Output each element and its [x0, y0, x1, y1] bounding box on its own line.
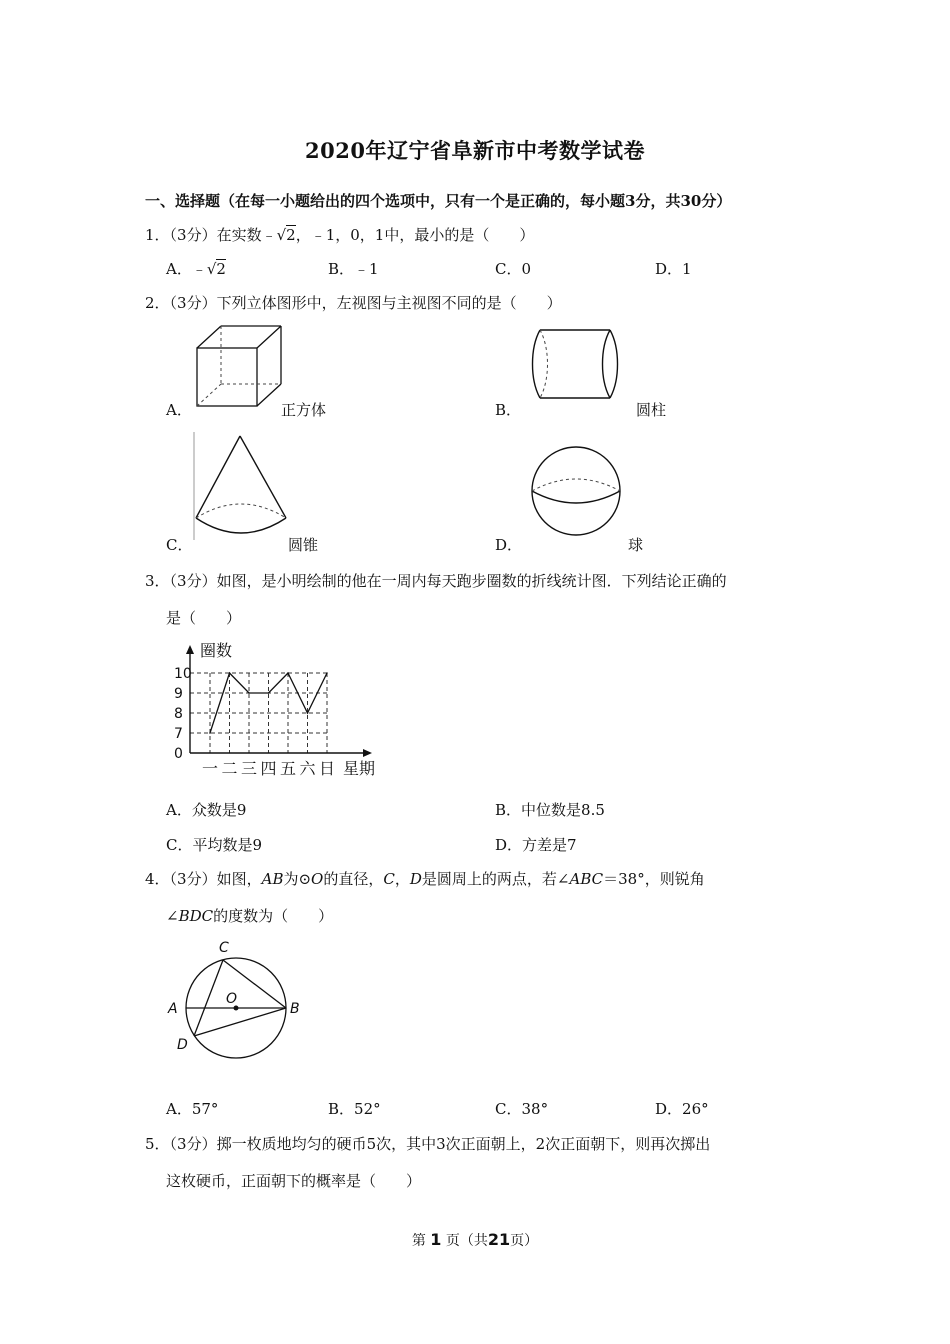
- y-tick-label: 9: [174, 686, 183, 702]
- footer-middle: 页（共: [445, 1233, 488, 1249]
- run-laps-line-chart: [160, 638, 390, 783]
- q4-angle-sign: ∠: [166, 907, 179, 925]
- q3-option-a-label: A．: [166, 801, 192, 819]
- footer-prefix: 第: [411, 1233, 426, 1249]
- q3-option-b[interactable]: [495, 799, 605, 820]
- x-tick-label: 一: [202, 759, 219, 778]
- q4-text-line2: [166, 905, 333, 926]
- sphere-figure: [530, 445, 622, 537]
- q4-option-b-label: B．: [328, 1100, 355, 1118]
- q4-option-a-label: A．: [166, 1100, 192, 1118]
- data-point: [326, 672, 328, 674]
- sqrt-symbol: √: [276, 226, 287, 244]
- q4-l2b: 的度数为（ ）: [213, 907, 334, 925]
- q4-option-a-text: 57°: [191, 1100, 219, 1118]
- question-3: [145, 570, 727, 591]
- data-point: [209, 732, 211, 734]
- q3-option-c-text: 平均数是9: [192, 836, 263, 854]
- q2-text: 下列立体图形中，左视图与主视图不同的是（ ）: [216, 294, 562, 312]
- q5-text: 掷一枚质地均匀的硬币5次，其中3次正面朝上，2次正面朝下，则再次掷出: [216, 1135, 711, 1153]
- q3-option-d[interactable]: [495, 834, 577, 855]
- section-heading: 一、选择题（在每一小题给出的四个选项中，只有一个是正确的，每小题3分，共30分）: [145, 192, 732, 210]
- x-tick-label: 日: [319, 759, 336, 778]
- page-title: 2020年辽宁省阜新市中考数学试卷: [305, 138, 645, 163]
- q1-number: 1．: [145, 226, 170, 244]
- y-tick-label: 8: [174, 706, 183, 722]
- q4-option-d-label: D．: [655, 1100, 683, 1118]
- point-a-label: A: [168, 1001, 178, 1017]
- question-4: [145, 868, 705, 889]
- q4-option-a[interactable]: [166, 1098, 218, 1119]
- x-tick-label: 六: [299, 759, 316, 778]
- q3-option-a-text: 众数是9: [191, 801, 247, 819]
- question-2: [145, 292, 562, 313]
- cylinder-figure: [530, 328, 630, 402]
- q1-option-d[interactable]: [655, 258, 692, 279]
- q1-option-b[interactable]: [328, 258, 379, 279]
- q2-caption-d: 球: [628, 536, 644, 554]
- q2-number: 2．: [145, 294, 170, 312]
- q3-option-c[interactable]: [166, 834, 262, 855]
- point-d-label: D: [177, 1037, 188, 1053]
- q3-text-line2: 是（ ）: [166, 609, 242, 627]
- q4-option-b[interactable]: [328, 1098, 381, 1119]
- q2-option-b[interactable]: [495, 399, 521, 420]
- q2-caption-a: 正方体: [281, 401, 327, 419]
- q1-option-a-sqrt: 2: [216, 260, 226, 278]
- q2-option-c-label: C．: [166, 536, 193, 554]
- q3-option-d-text: 方差是7: [522, 836, 577, 854]
- question-1: [145, 224, 534, 245]
- q1-option-a-label: A．: [166, 260, 192, 278]
- q4-option-c-text: 38°: [521, 1100, 549, 1118]
- x-axis-arrow: [363, 749, 372, 757]
- y-tick-label: 10: [174, 666, 192, 682]
- q1-text-b: ，﹣1，0，1中，最小的是（ ）: [295, 226, 535, 244]
- q4-option-d-text: 26°: [682, 1100, 709, 1118]
- q2-option-d-label: D．: [495, 536, 523, 554]
- q3-text: 如图，是小明绘制的他在一周内每天跑步圈数的折线统计图．下列结论正确的: [216, 572, 727, 590]
- q1-option-a[interactable]: [166, 258, 226, 279]
- q5-number: 5．: [145, 1135, 170, 1153]
- q1-option-c[interactable]: [495, 258, 531, 279]
- q4-number: 4．: [145, 870, 170, 888]
- q4-d: D: [409, 870, 422, 888]
- q2-option-a[interactable]: [166, 399, 192, 420]
- q4-option-b-text: 52°: [354, 1100, 381, 1118]
- cube-figure: [195, 324, 285, 410]
- data-point: [229, 672, 231, 674]
- q4-t2: 为⊙: [283, 870, 312, 888]
- q4-abc: ABC: [569, 870, 604, 888]
- q3-option-b-text: 中位数是8.5: [521, 801, 605, 819]
- q4-score: （3分）: [169, 870, 217, 888]
- y-tick-label: 0: [174, 746, 183, 762]
- y-axis-label: 圈数: [200, 641, 233, 660]
- q1-option-d-label: D．: [655, 260, 683, 278]
- data-point: [307, 712, 309, 714]
- q4-t3: 的直径，: [323, 870, 384, 888]
- q1-option-b-label: B．: [328, 260, 355, 278]
- data-point: [287, 672, 289, 674]
- q2-caption-c: 圆锥: [288, 536, 319, 554]
- q1-option-c-label: C．: [495, 260, 522, 278]
- q2-score: （3分）: [169, 294, 217, 312]
- q4-option-c-label: C．: [495, 1100, 522, 1118]
- x-tick-label: 五: [280, 759, 297, 778]
- q4-t6: ＝38°，则锐角: [603, 870, 705, 888]
- q4-o: O: [311, 870, 324, 888]
- x-tick-label: 二: [221, 759, 238, 778]
- q3-score: （3分）: [169, 572, 217, 590]
- sqrt-symbol: √: [206, 260, 217, 278]
- question-5: [145, 1133, 710, 1154]
- q1-option-a-text: ﹣: [191, 260, 207, 278]
- q4-option-d[interactable]: [655, 1098, 709, 1119]
- q1-option-b-text: ﹣1: [354, 260, 379, 278]
- q3-option-c-label: C．: [166, 836, 193, 854]
- y-axis-arrow: [186, 645, 194, 654]
- q1-sqrt-value: 2: [286, 226, 296, 244]
- x-axis-label: 星期: [343, 759, 376, 778]
- x-tick-label: 四: [260, 759, 277, 778]
- circle-geometry-figure: [163, 935, 313, 1060]
- q4-t4: ，: [394, 870, 410, 888]
- point-o-label: O: [226, 991, 238, 1007]
- q3-option-b-label: B．: [495, 801, 522, 819]
- q5-score: （3分）: [169, 1135, 217, 1153]
- q3-option-a[interactable]: [166, 799, 246, 820]
- x-tick-label: 三: [241, 759, 258, 778]
- q1-option-c-text: 0: [521, 260, 532, 278]
- cone-figure: [190, 432, 290, 544]
- q2-caption-b: 圆柱: [636, 401, 667, 419]
- q1-option-d-text: 1: [682, 260, 692, 278]
- point-c-label: C: [219, 940, 229, 956]
- q5-text-line2: 这枚硬币，正面朝下的概率是（ ）: [166, 1172, 422, 1190]
- q1-text-a: 在实数﹣: [216, 226, 277, 244]
- q2-option-a-label: A．: [166, 401, 192, 419]
- q2-option-c[interactable]: [166, 534, 192, 555]
- data-point: [268, 692, 270, 694]
- y-tick-label: 7: [174, 726, 183, 742]
- q3-number: 3．: [145, 572, 170, 590]
- q4-t5: 是圆周上的两点，若∠: [421, 870, 570, 888]
- point-b-label: B: [290, 1001, 300, 1017]
- q4-bdc: BDC: [178, 907, 214, 925]
- q4-option-c[interactable]: [495, 1098, 548, 1119]
- q1-score: （3分）: [169, 226, 217, 244]
- q4-t1: 如图，: [216, 870, 262, 888]
- q3-option-d-label: D．: [495, 836, 523, 854]
- q2-option-d[interactable]: [495, 534, 522, 555]
- data-point: [248, 692, 250, 694]
- footer-total-pages: 21: [487, 1230, 511, 1249]
- page-footer: [0, 1230, 950, 1250]
- q2-option-b-label: B．: [495, 401, 522, 419]
- q4-ab: AB: [261, 870, 284, 888]
- q4-c: C: [383, 870, 395, 888]
- footer-page-number: 1: [430, 1230, 442, 1249]
- footer-suffix: 页）: [510, 1233, 539, 1249]
